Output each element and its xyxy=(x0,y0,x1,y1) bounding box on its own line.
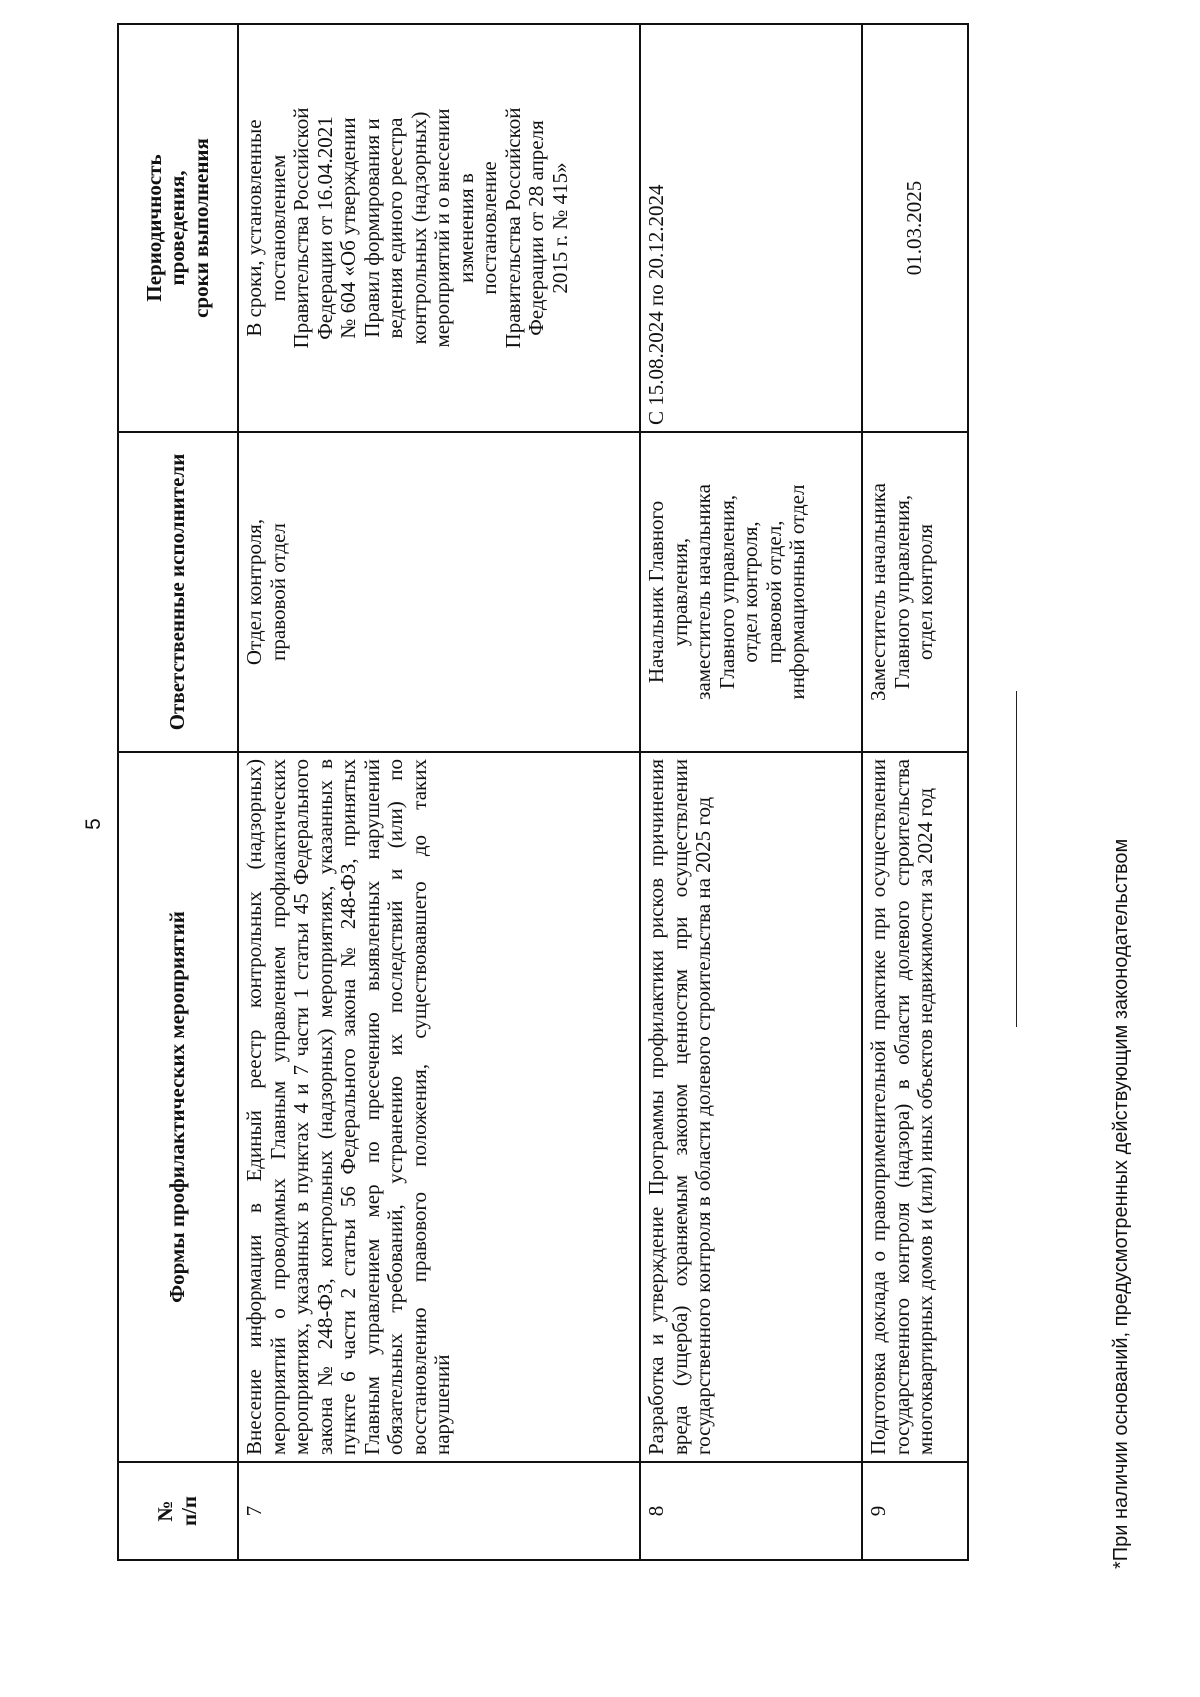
row-responsible: Начальник Главного управления, заместитель начальника Главного управления, отдел контроля, правовой отдел, информационный отдел xyxy=(640,432,862,752)
header-num: № п/п xyxy=(118,1462,238,1560)
row-form: Внесение информации в Единый реестр контрольных (надзорных) мероприятий о проводимых Главным управлением профилактических мероприятиях, указанных в пунктах 4 и 7 части 1 статьи 45 Федерального закона № 248-ФЗ, контрольных (надзорных) мероприятиях, указанных в пункте 6 части 2 статьи 56 Федерального закона № 248-ФЗ, принятых Главным управлением мер по пресечению выявленных нарушений обязательных требований, устранению их последствий и (или) по восстановлению правового положения, существовавшего до таких нарушений xyxy=(238,752,640,1462)
row-number: 8 xyxy=(640,1462,862,1560)
header-responsible: Ответственные исполнители xyxy=(118,432,238,752)
row-responsible: Заместитель начальника Главного управления, отдел контроля xyxy=(862,432,968,752)
row-form: Подготовка доклада о правоприменительной практике при осуществлении государственного контроля (надзора) в области долевого строительства многоквартирных домов и (или) иных объектов недвижимости за 2024 год xyxy=(862,752,968,1462)
row-period: В сроки, установленные постановлением Правительства Российской Федерации от 16.04.2021 № 604 «Об утверждении Правил формирования и ведения единого реестра контрольных (надзорных) мероприятий и о внесении изменения в постановление Правительства Российской Федерации от 28 апреля 2015 г. № 415» xyxy=(238,24,640,432)
page-number: 5 xyxy=(82,818,105,830)
row-responsible: Отдел контроля, правовой отдел xyxy=(238,432,640,752)
row-period: 01.03.2025 xyxy=(862,24,968,432)
prevention-measures-table xyxy=(117,23,969,1561)
table-row xyxy=(862,24,968,1560)
footnote: *При наличии оснований, предусмотренных действующим законодательством xyxy=(1110,838,1132,1569)
table-row xyxy=(238,24,640,1560)
row-number: 9 xyxy=(862,1462,968,1560)
divider-line xyxy=(1016,691,1017,1027)
header-period: Периодичность проведения, сроки выполнения xyxy=(118,24,238,432)
row-number: 7 xyxy=(238,1462,640,1560)
row-form: Разработка и утверждение Программы профилактики рисков причинения вреда (ущерба) охраняемым законом ценностям при осуществлении государственного контроля в области долевого строительства на 2025 год xyxy=(640,752,862,1462)
table-header-row xyxy=(118,24,238,1560)
table-row xyxy=(640,24,862,1560)
header-form: Формы профилактических мероприятий xyxy=(118,752,238,1462)
row-period: С 15.08.2024 по 20.12.2024 xyxy=(640,24,862,432)
